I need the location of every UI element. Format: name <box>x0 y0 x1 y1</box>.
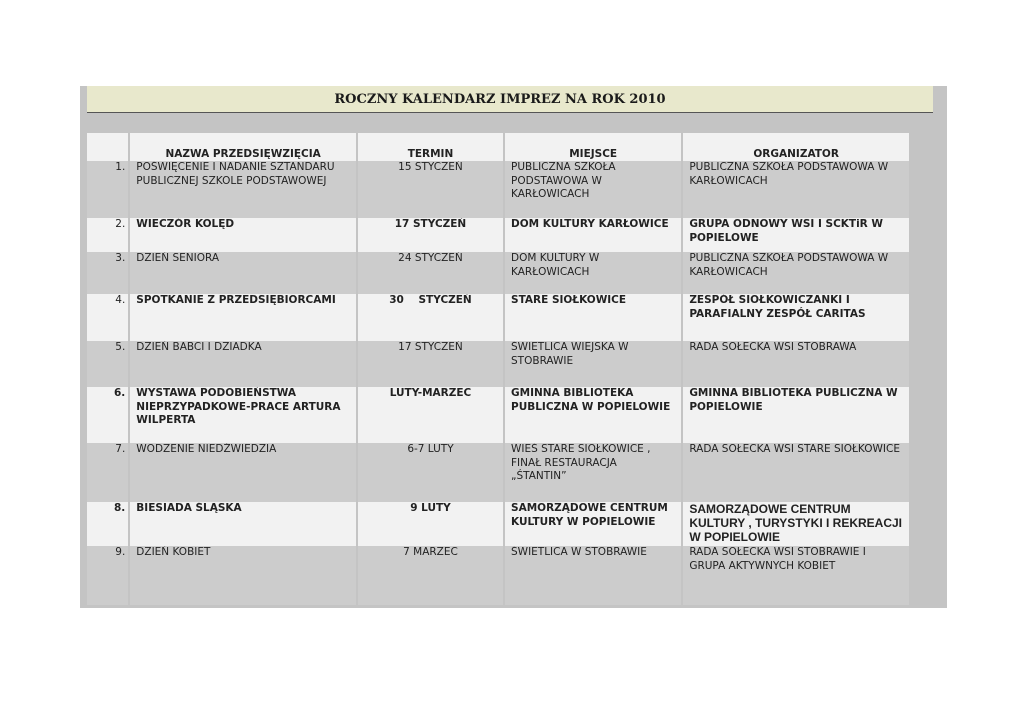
header-organizer: ORGANIZATOR <box>683 133 909 161</box>
events-table <box>85 133 911 605</box>
event-name: WYSTAWA PODOBIEŃSTWA NIEPRZYPADKOWE-PRACE ARTURA WILPERTA <box>130 387 356 443</box>
document-title: ROCZNY KALENDARZ IMPREZ NA ROK 2010 <box>334 91 666 107</box>
event-term: 9 LUTY <box>358 502 503 546</box>
row-number: 3. <box>87 252 128 294</box>
header-term: TERMIN <box>358 133 503 161</box>
event-name: SPOTKANIE Z PRZEDSIĘBIORCAMI <box>130 294 356 341</box>
row-number: 9. <box>87 546 128 605</box>
event-term: 6-7 LUTY <box>358 443 503 502</box>
table-row <box>87 218 909 252</box>
event-organizer: SAMORZĄDOWE CENTRUM KULTURY , TURYSTYKI I REKREACJI W POPIELOWIE <box>683 502 909 546</box>
table-row <box>87 161 909 218</box>
event-organizer: PUBLICZNA SZKOŁA PODSTAWOWA W KARŁOWICACH <box>683 252 909 294</box>
event-organizer: RADA SOŁECKA WSI STOBRAWIE I GRUPA AKTYWNYCH KOBIET <box>683 546 909 605</box>
row-number: 6. <box>87 387 128 443</box>
event-term: 24 STYCZEŃ <box>358 252 503 294</box>
event-organizer: PUBLICZNA SZKOŁA PODSTAWOWA W KARŁOWICACH <box>683 161 909 218</box>
header-name: NAZWA PRZEDSIĘWZIĘCIA <box>130 133 356 161</box>
event-name: DZIEŃ KOBIET <box>130 546 356 605</box>
event-name: POŚWIĘCENIE I NADANIE SZTANDARU PUBLICZNEJ SZKOLE PODSTAWOWEJ <box>130 161 356 218</box>
table-row <box>87 546 909 605</box>
event-place: GMINNA BIBLIOTEKA PUBLICZNA W POPIELOWIE <box>505 387 681 443</box>
event-place: ŚWIETLICA W STOBRAWIE <box>505 546 681 605</box>
table-row <box>87 341 909 387</box>
header-nr <box>87 133 128 161</box>
table-row <box>87 502 909 546</box>
event-place: DOM KULTURY KARŁOWICE <box>505 218 681 252</box>
event-term: 7 MARZEC <box>358 546 503 605</box>
event-organizer: GMINNA BIBLIOTEKA PUBLICZNA W POPIELOWIE <box>683 387 909 443</box>
event-organizer: RADA SOŁECKA WSI STARE SIOŁKOWICE <box>683 443 909 502</box>
event-term: 30 STYCZEŃ <box>358 294 503 341</box>
header-place: MIEJSCE <box>505 133 681 161</box>
event-term: 15 STYCZEŃ <box>358 161 503 218</box>
event-term: 17 STYCZEŃ <box>358 218 503 252</box>
spacer-band <box>87 113 913 133</box>
event-term: 17 STYCZEŃ <box>358 341 503 387</box>
event-name: BIESIADA ŚLĄSKA <box>130 502 356 546</box>
event-place: STARE SIOŁKOWICE <box>505 294 681 341</box>
event-organizer: ZESPÓŁ SIOŁKOWICZANKI I PARAFIALNY ZESPÓŁ CARITAS <box>683 294 909 341</box>
row-number: 4. <box>87 294 128 341</box>
event-term: LUTY-MARZEC <box>358 387 503 443</box>
event-place: WIEŚ STARE SIOŁKOWICE , FINAŁ RESTAURACJA „ŚTANTIN” <box>505 443 681 502</box>
table-row <box>87 387 909 443</box>
event-place: DOM KULTURY W KARŁOWICACH <box>505 252 681 294</box>
event-place: SAMORZĄDOWE CENTRUM KULTURY W POPIELOWIE <box>505 502 681 546</box>
header-row <box>87 133 909 161</box>
table-row <box>87 443 909 502</box>
row-number: 2. <box>87 218 128 252</box>
table-row <box>87 252 909 294</box>
event-organizer: RADA SOŁECKA WSI STOBRAWA <box>683 341 909 387</box>
row-number: 1. <box>87 161 128 218</box>
event-place: PUBLICZNA SZKOŁA PODSTAWOWA W KARŁOWICACH <box>505 161 681 218</box>
event-place: ŚWIETLICA WIEJSKA W STOBRAWIE <box>505 341 681 387</box>
table-row <box>87 294 909 341</box>
title-band <box>87 86 933 113</box>
event-name: WODZENIE NIEDŹWIEDZIA <box>130 443 356 502</box>
event-name: DZIEŃ SENIORA <box>130 252 356 294</box>
event-name: DZIEŃ BABCI I DZIADKA <box>130 341 356 387</box>
row-number: 7. <box>87 443 128 502</box>
event-name: WIECZÓR KOLĘD <box>130 218 356 252</box>
event-organizer: GRUPA ODNOWY WSI I SCKTiR W POPIELOWE <box>683 218 909 252</box>
row-number: 5. <box>87 341 128 387</box>
row-number: 8. <box>87 502 128 546</box>
